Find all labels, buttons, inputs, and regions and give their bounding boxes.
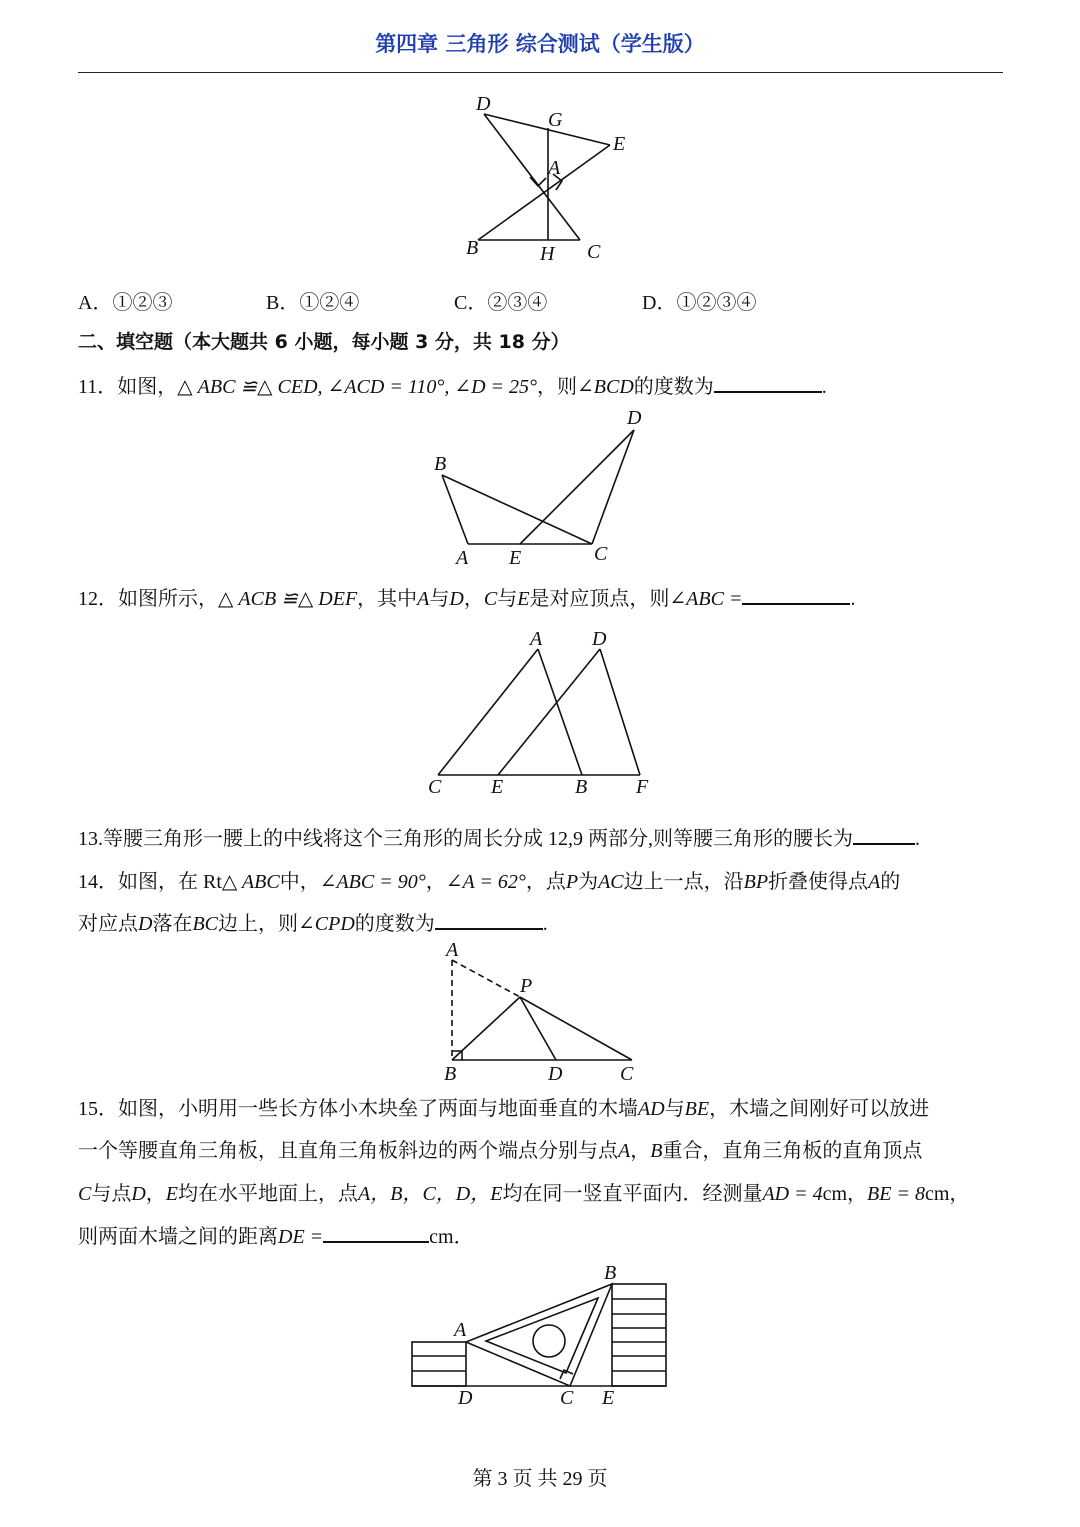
page-footer: 第 3 页 共 29 页 bbox=[472, 1468, 608, 1490]
choice-a-text: ①②③ bbox=[112, 292, 173, 314]
q14-P: P bbox=[565, 871, 579, 893]
fig12-label-E: E bbox=[491, 776, 504, 798]
q14-l2b: 落在 bbox=[152, 913, 193, 935]
choice-a-letter: A． bbox=[78, 292, 113, 314]
q14-t1: 中， bbox=[279, 871, 320, 893]
choice-d-text: ①②③④ bbox=[676, 292, 757, 314]
q15-l2c: 重合，直角三角板的直角顶点 bbox=[662, 1140, 923, 1162]
question-12 bbox=[78, 582, 855, 611]
q12-answer-blank[interactable] bbox=[742, 585, 850, 605]
q14-A: A bbox=[868, 871, 881, 893]
q13-end: . bbox=[915, 828, 920, 850]
seg-BE bbox=[478, 145, 610, 240]
seg-PC bbox=[520, 997, 632, 1060]
fig10-label-G: G bbox=[548, 109, 563, 131]
choice-c-letter: C． bbox=[454, 292, 488, 314]
fig14-label-A: A bbox=[446, 939, 459, 961]
q15-l1b: 与 bbox=[664, 1098, 685, 1120]
q11-expr2: ∠BCD bbox=[577, 376, 634, 398]
q13-text: 13.等腰三角形一腰上的中线将这个三角形的周长分成 12,9 两部分,则等腰三角形的腰长为 bbox=[78, 828, 853, 850]
q15-D: D bbox=[131, 1183, 146, 1205]
q12-num: 12．如图所示， bbox=[78, 588, 218, 610]
fig11-label-E: E bbox=[509, 547, 522, 569]
q14-expr2: ∠ABC = 90° bbox=[319, 871, 426, 893]
seg-ED bbox=[498, 649, 600, 775]
q14-t5: 边上一点，沿 bbox=[623, 871, 744, 893]
q14-expr4: ∠CPD bbox=[298, 913, 355, 935]
fig14-label-C: C bbox=[620, 1063, 634, 1085]
choice-c bbox=[454, 286, 547, 315]
q14-l2a: 对应点 bbox=[78, 913, 138, 935]
q14-num: 14．如图，在 Rt bbox=[78, 871, 222, 893]
q15-AD: AD bbox=[638, 1098, 665, 1120]
fig15-label-B: B bbox=[604, 1262, 617, 1284]
q14-answer-blank[interactable] bbox=[435, 910, 543, 930]
fig15-label-D: D bbox=[458, 1387, 473, 1409]
choice-c-text: ②③④ bbox=[487, 292, 548, 314]
choice-d-letter: D． bbox=[642, 292, 677, 314]
q15-expr: DE = bbox=[278, 1226, 324, 1248]
q14-t4: 为 bbox=[578, 871, 599, 893]
q15-l3a: 与点 bbox=[91, 1183, 132, 1205]
q15-answer-blank[interactable] bbox=[323, 1223, 429, 1243]
triangle-hole bbox=[533, 1325, 565, 1357]
fig12-label-C: C bbox=[428, 776, 442, 798]
q14-l2c: 边上，则 bbox=[218, 913, 299, 935]
q15-l3c: 均在水平地面上，点 bbox=[178, 1183, 359, 1205]
q15-A: A bbox=[618, 1140, 631, 1162]
q14-t7: 的 bbox=[880, 871, 901, 893]
fig10-label-A: A bbox=[548, 157, 561, 179]
figure-q12 bbox=[420, 625, 670, 800]
fig10-label-C: C bbox=[587, 241, 601, 263]
q12-end: . bbox=[850, 588, 856, 610]
q11-num: 11．如图， bbox=[78, 376, 178, 398]
fig15-label-E: E bbox=[602, 1387, 615, 1409]
q12-expr1: △ ACB ≌△ DEF bbox=[218, 588, 358, 610]
q15-cm2: cm， bbox=[924, 1183, 970, 1205]
q14-l2d: 的度数为 bbox=[354, 913, 435, 935]
fig15-label-A: A bbox=[454, 1319, 467, 1341]
q15-l3b: ， bbox=[145, 1183, 166, 1205]
fig12-label-B: B bbox=[575, 776, 588, 798]
question-15-line-4 bbox=[78, 1220, 474, 1249]
seg-CA bbox=[438, 649, 538, 775]
figure-q10 bbox=[440, 88, 660, 268]
q14-expr1: △ ABC bbox=[221, 871, 280, 893]
q12-t3: ， bbox=[463, 588, 484, 610]
question-15-line-2 bbox=[78, 1134, 922, 1163]
q15-m1: AD = 4 bbox=[762, 1183, 823, 1205]
seg-AB bbox=[538, 649, 582, 775]
question-13 bbox=[78, 822, 920, 851]
q12-t4: 与 bbox=[497, 588, 518, 610]
q15-B: B bbox=[650, 1140, 663, 1162]
fig10-label-E: E bbox=[613, 133, 626, 155]
question-14-line-2 bbox=[78, 907, 548, 936]
choice-b-text: ①②④ bbox=[299, 292, 360, 314]
q14-AC: AC bbox=[598, 871, 624, 893]
q12-t2: 与 bbox=[429, 588, 450, 610]
fig10-label-B: B bbox=[466, 237, 479, 259]
q12-E: E bbox=[517, 588, 530, 610]
q14-D: D bbox=[138, 913, 153, 935]
q15-l3d: 均在同一竖直平面内．经测量 bbox=[502, 1183, 763, 1205]
q15-cm1: cm， bbox=[822, 1183, 868, 1205]
seg-AP-dashed bbox=[452, 960, 520, 997]
q12-expr2: ∠ABC = bbox=[669, 588, 743, 610]
question-11 bbox=[78, 370, 827, 399]
choice-a bbox=[78, 286, 172, 315]
seg-DF bbox=[600, 649, 640, 775]
choice-d bbox=[642, 286, 756, 315]
fig12-label-F: F bbox=[636, 776, 649, 798]
q15-unit: cm． bbox=[429, 1226, 474, 1248]
fig11-label-D: D bbox=[627, 407, 642, 429]
q11-tail: 的度数为 bbox=[633, 376, 714, 398]
seg-ED bbox=[520, 430, 634, 544]
fig11-label-B: B bbox=[434, 453, 447, 475]
fig11-label-A: A bbox=[456, 547, 469, 569]
fig10-label-H: H bbox=[540, 243, 555, 265]
q15-l2b: ， bbox=[630, 1140, 651, 1162]
choice-b bbox=[266, 286, 359, 315]
q15-E: E bbox=[165, 1183, 179, 1205]
figure-q14 bbox=[432, 936, 652, 1086]
q14-t3: ，点 bbox=[525, 871, 566, 893]
question-15-line-1 bbox=[78, 1092, 929, 1121]
figure-q15 bbox=[400, 1260, 690, 1415]
q15-BE: BE bbox=[684, 1098, 710, 1120]
q15-pts: A，B，C，D，E bbox=[358, 1183, 503, 1205]
triangle-board-inner bbox=[486, 1298, 598, 1373]
q12-A: A bbox=[417, 588, 430, 610]
question-14-line-1 bbox=[78, 865, 900, 894]
q12-C: C bbox=[483, 588, 498, 610]
q13-answer-blank[interactable] bbox=[853, 825, 915, 845]
left-wall bbox=[412, 1342, 466, 1386]
triangle-board bbox=[466, 1284, 612, 1386]
q12-D: D bbox=[449, 588, 464, 610]
page-header-title: 第四章 三角形 综合测试（学生版） bbox=[375, 32, 705, 56]
q12-t1: ，其中 bbox=[357, 588, 418, 610]
fig14-label-D: D bbox=[548, 1063, 563, 1085]
q15-l1a: 15．如图，小明用一些长方体小木块垒了两面与地面垂直的木墙 bbox=[78, 1098, 638, 1120]
q11-expr1: △ ABC ≌△ CED, ∠ACD = 110°, ∠D = 25° bbox=[177, 376, 538, 398]
figure-q11 bbox=[420, 400, 660, 575]
q11-mid: ，则 bbox=[537, 376, 578, 398]
fig12-label-D: D bbox=[592, 628, 607, 650]
question-15-line-3 bbox=[78, 1177, 969, 1206]
q15-C: C bbox=[78, 1183, 92, 1205]
right-wall bbox=[612, 1284, 666, 1386]
fig15-label-C: C bbox=[560, 1387, 574, 1409]
header-rule bbox=[78, 72, 1003, 73]
q14-BC: BC bbox=[192, 913, 219, 935]
section-2-title: 二、填空题（本大题共 6 小题，每小题 3 分，共 18 分） bbox=[78, 331, 570, 353]
fig14-label-P: P bbox=[520, 975, 533, 997]
q14-t2: ， bbox=[425, 871, 446, 893]
seg-DE bbox=[484, 114, 610, 145]
fig14-label-B: B bbox=[444, 1063, 457, 1085]
seg-CD bbox=[592, 430, 634, 544]
fig12-label-A: A bbox=[530, 628, 543, 650]
q15-l2a: 一个等腰直角三角板，且直角三角板斜边的两个端点分别与点 bbox=[78, 1140, 618, 1162]
q14-end: . bbox=[542, 913, 548, 935]
q15-l1c: ，木墙之间刚好可以放进 bbox=[709, 1098, 930, 1120]
q15-l4a: 则两面木墙之间的距离 bbox=[78, 1226, 278, 1248]
q14-expr3: ∠A = 62° bbox=[445, 871, 526, 893]
fig11-label-C: C bbox=[594, 543, 608, 565]
q14-BP: BP bbox=[743, 871, 769, 893]
q11-end: . bbox=[821, 376, 827, 398]
q15-m2: BE = 8 bbox=[867, 1183, 925, 1205]
q14-t6: 折叠使得点 bbox=[768, 871, 869, 893]
choice-b-letter: B． bbox=[266, 292, 300, 314]
fig10-label-D: D bbox=[476, 93, 491, 115]
q11-answer-blank[interactable] bbox=[714, 373, 822, 393]
q12-t5: 是对应顶点，则 bbox=[529, 588, 670, 610]
